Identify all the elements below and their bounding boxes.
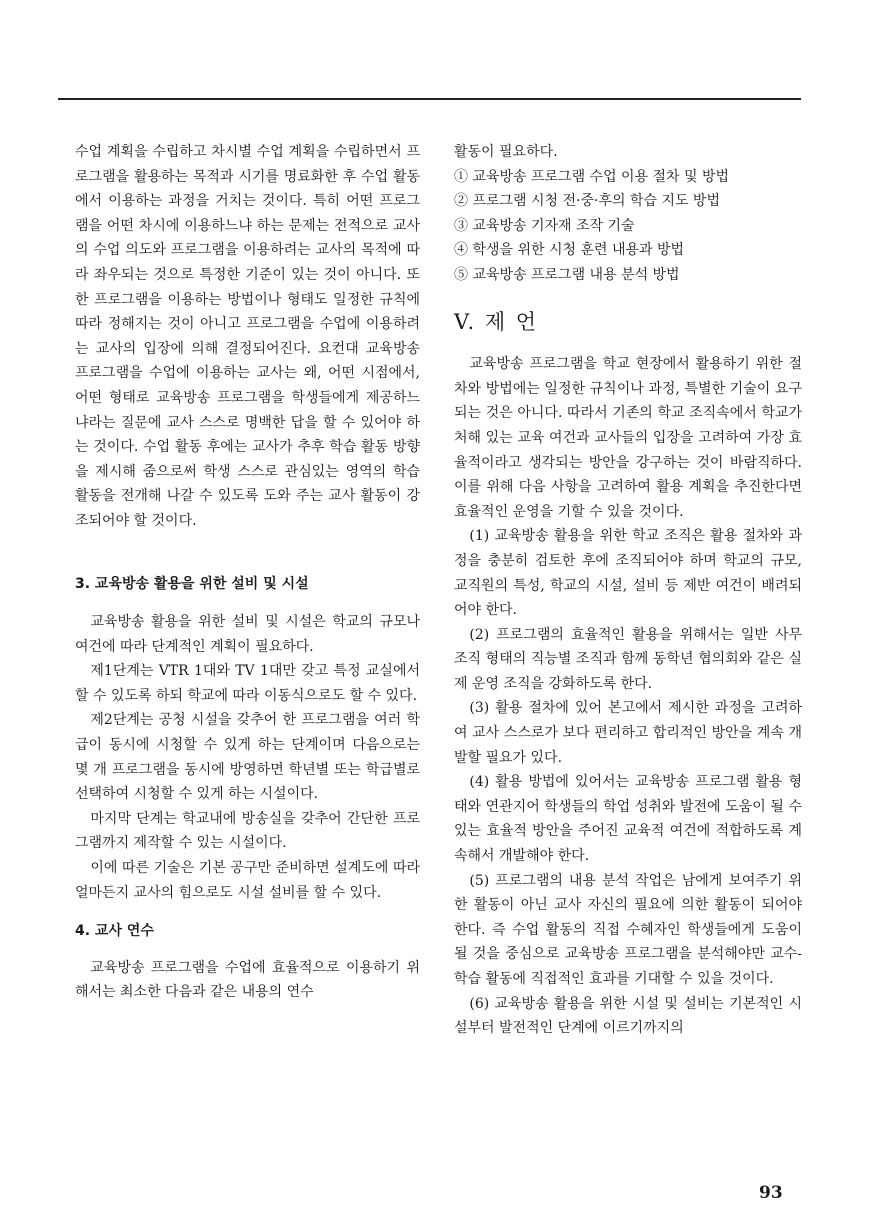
page-number: 93	[759, 1183, 783, 1203]
list-item: ③ 교육방송 기자재 조작 기술	[454, 217, 635, 234]
list-item: (2) 프로그램의 효율적인 활용을 위해서는 일반 사무 조직 형태의 직능별 조직과 함께 동학년 협의회와 같은 실제 운영 조직을 강화하도록 한다.	[454, 626, 802, 692]
list-item: ④ 학생을 위한 시청 훈련 내용과 방법	[454, 242, 685, 259]
paragraph: 활동이 필요하다.	[454, 144, 558, 160]
paragraph: 이에 따른 기술은 기본 공구만 준비하면 설계도에 따라 얼마든지 교사의 힘으로도 시설 설비를 할 수 있다.	[75, 860, 420, 901]
chapter-heading: V. 제 언	[454, 309, 539, 334]
list-item: ① 교육방송 프로그램 수업 이용 절차 및 방법	[454, 168, 730, 185]
list-item: (5) 프로그램의 내용 분석 작업은 남에게 보여주기 위한 활동이 아닌 교사 자신의 필요에 의한 활동이 되어야 한다. 즉 수업 활동의 직접 수혜자인 학생들에게 도움이 될 것을 중심으로 교육방송 프로그램을 분석해야만 교수-학습 활동에 직접적인 효과를 기대할 수 있을 것이다.	[454, 872, 802, 987]
header-rule	[58, 98, 801, 100]
paragraph: 제1단계는 VTR 1대와 TV 1대만 갖고 특정 교실에서 할 수 있도록 하되 학교에 따라 이동식으로도 할 수 있다.	[75, 663, 420, 704]
list-item: (3) 활용 절차에 있어 본고에서 제시한 과정을 고려하여 교사 스스로가 보다 편리하고 합리적인 방안을 계속 개발할 필요가 있다.	[454, 700, 802, 766]
list-item: ② 프로그램 시청 전·중·후의 학습 지도 방법	[454, 193, 720, 210]
section-heading-4: 4. 교사 연수	[75, 923, 154, 940]
list-item: (4) 활용 방법에 있어서는 교육방송 프로그램 활용 형태와 연관지어 학생들의 학업 성취와 발전에 도움이 될 수 있는 효율적 방안을 주어진 교육적 여건에 적합하도록 계속해서 개발해야 한다.	[454, 774, 802, 865]
paragraph: 교육방송 프로그램을 학교 현장에서 활용하기 위한 절차와 방법에는 일정한 규칙이나 과정, 특별한 기술이 요구되는 것은 아니다. 따라서 기존의 학교 조직속에서 학교가 처해 있는 교육 여건과 교사들의 입장을 고려하여 가장 효율적이라고 생각되는 방안을 강구하는 것이 바람직하다. 이를 위해 다음 사항을 고려하여 활용 계획을 추진한다면 효율적인 운영을 기할 수 있을 것이다.	[454, 356, 802, 520]
paragraph: 수업 계획을 수립하고 차시별 수업 계획을 수립하면서 프로그램을 활용하는 목적과 시기를 명료화한 후 수업 활동에서 이용하는 과정을 거치는 것이다. 특히 어떤 프로그램을 어떤 차시에 이용하느냐 하는 문제는 전적으로 교사의 수업 의도와 프로그램을 이용하려는 교사의 목적에 따라 좌우되는 것으로 특정한 기준이 있는 것이 아니다. 또한 프로그램을 이용하는 방법이나 형태도 일정한 규칙에 따라 정해지는 것이 아니고 프로그램을 수업에 이용하려는 교사의 입장에 의해 결정되어진다. 요컨대 교육방송 프로그램을 수업에 이용하는 교사는 왜, 어떤 시점에서, 어떤 형태로 교육방송 프로그램을 학생들에게 제공하느냐라는 질문에 교사 스스로 명백한 답을 할 수 있어야 하는 것이다. 수업 활동 후에는 교사가 추후 학습 활동 방향을 제시해 줌으로써 학생 스스로 관심있는 영역의 학습 활동을 전개해 나갈 수 있도록 도와 주는 교사 활동이 강조되어야 할 것이다.	[75, 144, 420, 529]
list-item: (6) 교육방송 활용을 위한 시설 및 설비는 기본적인 시설부터 발전적인 단계에 이르기까지의	[454, 995, 802, 1037]
list-item: ⑤ 교육방송 프로그램 내용 분석 방법	[454, 266, 680, 283]
right-column	[454, 140, 802, 1041]
paragraph: 마지막 단계는 학교내에 방송실을 갖추어 간단한 프로그램까지 제작할 수 있는 시설이다.	[75, 810, 420, 852]
left-column	[75, 140, 420, 1005]
list-item: (1) 교육방송 활용을 위한 학교 조직은 활용 절차와 과정을 충분히 검토한 후에 조직되어야 하며 학교의 규모, 교직원의 특성, 학교의 시설, 설비 등 제반 여건이 배려되어야 한다.	[454, 528, 802, 619]
paragraph: 교육방송 활용을 위한 설비 및 시설은 학교의 규모나 여건에 따라 단계적인 계획이 필요하다.	[75, 614, 420, 655]
paragraph: 교육방송 프로그램을 수업에 효율적으로 이용하기 위해서는 최소한 다음과 같은 내용의 연수	[75, 959, 420, 1001]
section-heading-3: 3. 교육방송 활용을 위한 설비 및 시설	[75, 575, 309, 592]
paragraph: 제2단계는 공청 시설을 갖추어 한 프로그램을 여러 학급이 동시에 시청할 수 있게 하는 단계이며 다음으로는 몇 개 프로그램을 동시에 방영하면 학년별 또는 학급별로 선택하여 시청할 수 있게 하는 시설이다.	[75, 712, 420, 803]
